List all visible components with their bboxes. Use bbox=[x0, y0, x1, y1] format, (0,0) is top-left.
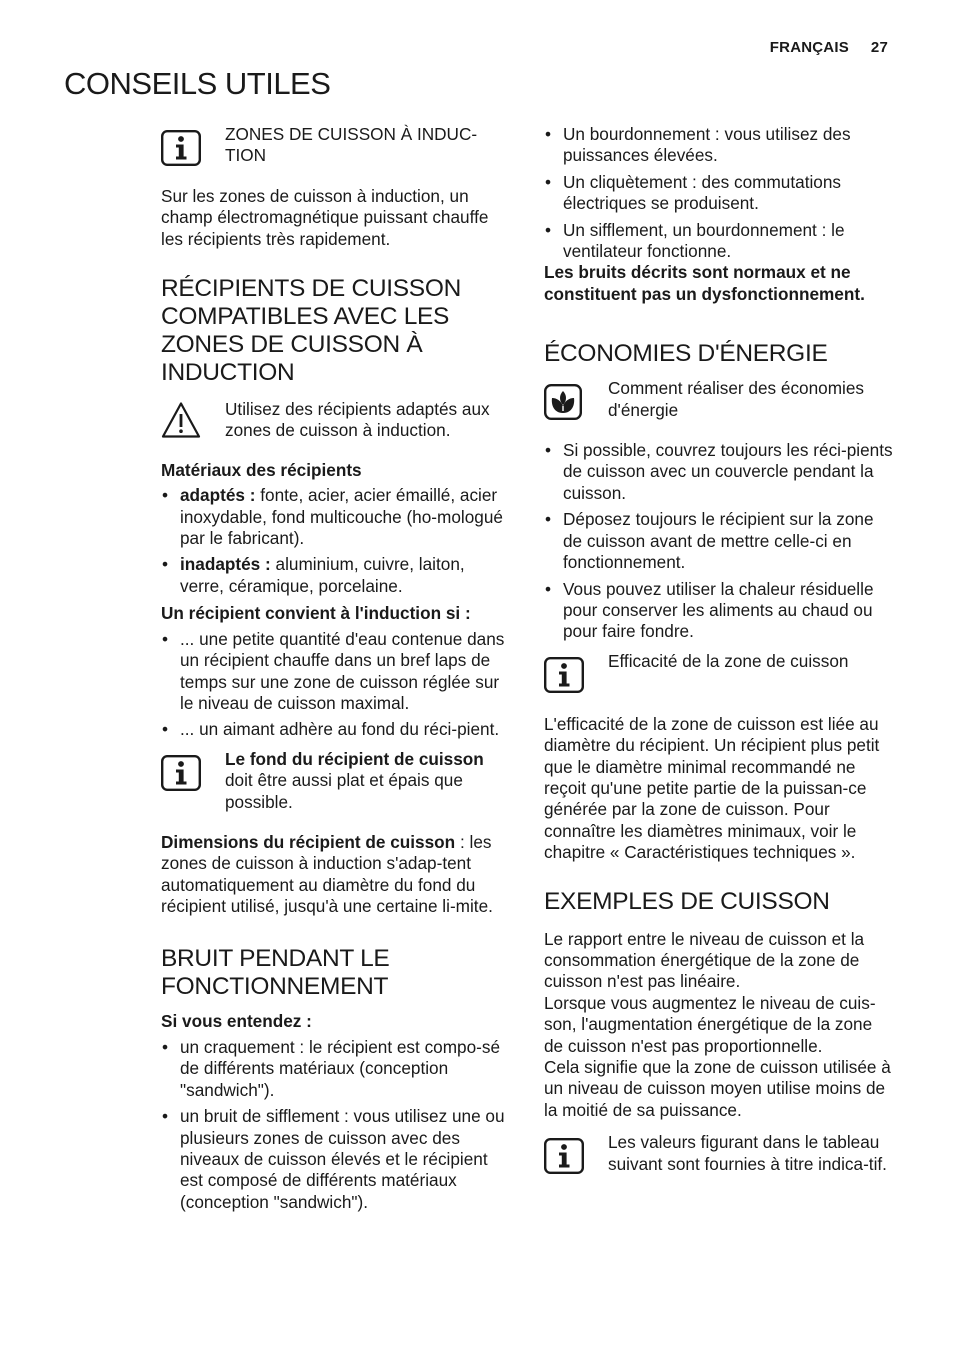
examples-paragraph-1: Le rapport entre le niveau de cuisson et la consommation énergétique de la zone de cuisson n'est pas linéaire. bbox=[544, 928, 865, 992]
section-heading-examples: EXEMPLES DE CUISSON bbox=[544, 887, 830, 915]
examples-paragraph-3: Cela signifie que la zone de cuisson utilisée à un niveau de cuisson moyen utilise moins de la moitié de sa puissance. bbox=[544, 1057, 891, 1120]
efficiency-note bbox=[544, 651, 896, 693]
list-item: • Un sifflement, un bourdonnement : le ventilateur fonctionne. bbox=[544, 220, 896, 263]
energy-tips-list bbox=[544, 440, 896, 643]
material-text: fonte, acier, acier émaillé, acier inoxydable, fond multicouche (ho-mologué par le fabricant). bbox=[180, 485, 503, 549]
materials-list bbox=[161, 485, 513, 597]
info-icon bbox=[161, 749, 225, 791]
right-column bbox=[544, 124, 896, 1175]
note-text: Les valeurs figurant dans le tableau suivant sont fournies à titre indica-tif. bbox=[608, 1132, 887, 1174]
list-item: • Un cliquètement : des commutations électriques se produisent. bbox=[544, 172, 896, 215]
warning-text: Utilisez des récipients adaptés aux zones de cuisson à induction. bbox=[225, 399, 490, 441]
note-pan-bottom bbox=[161, 749, 513, 813]
efficiency-paragraph: L'efficacité de la zone de cuisson est liée au diamètre du récipient. Un récipient plus petit que le diamètre minimal recommandé ne reçoit qu'une petite partie de la puissan-ce générée par la zone de cuisson. Pour connaître les diamètres minimaux, voir le chapitre « Caractéristiques techniques ». bbox=[544, 713, 880, 863]
list-item: • un bruit de sifflement : vous utilisez une ou plusieurs zones de cuisson avec des niveaux de cuisson élevés et le récipient est composé de différents matériaux (conception "sandwich"). bbox=[161, 1106, 513, 1213]
section-heading-energy: ÉCONOMIES D'ÉNERGIE bbox=[544, 340, 828, 368]
noise-list bbox=[161, 1037, 513, 1213]
warning-note bbox=[161, 399, 513, 442]
info-icon bbox=[544, 1132, 608, 1174]
section-heading-noise: BRUIT PENDANT LE FONCTIONNEMENT bbox=[161, 944, 390, 1000]
examples-paragraph-2: Lorsque vous augmentez le niveau de cuis-son, l'augmentation énergétique de la zone de cuisson n'est pas proportionnelle. bbox=[544, 992, 876, 1056]
page-title: CONSEILS UTILES bbox=[64, 66, 331, 101]
suitable-list bbox=[161, 629, 513, 741]
list-item: • ... une petite quantité d'eau contenue dans un récipient chauffe dans un bref laps de temps sur une zone de cuisson réglée sur le niveau de cuisson maximal. bbox=[161, 629, 513, 715]
note-text: Efficacité de la zone de cuisson bbox=[608, 650, 849, 671]
note-rest: doit être aussi plat et épais que possible. bbox=[225, 770, 463, 812]
materials-heading: Matériaux des récipients bbox=[161, 459, 362, 480]
list-item: • Vous pouvez utiliser la chaleur résiduelle pour conserver les aliments au chaud ou pour faire fondre. bbox=[544, 579, 896, 643]
suitable-heading: Un récipient convient à l'induction si : bbox=[161, 603, 471, 624]
list-item: • Un bourdonnement : vous utilisez des puissances élevées. bbox=[544, 124, 896, 167]
dimensions-text: : les zones de cuisson à induction s'adap-tent automatiquement au diamètre du fond du récipient utilisé, jusqu'à une certaine li-mite. bbox=[161, 831, 493, 917]
list-item: • Déposez toujours le récipient sur la zone de cuisson avant de mettre celle-ci en fonctionnement. bbox=[544, 509, 896, 573]
material-label: inadaptés : bbox=[180, 554, 271, 575]
note-text: ZONES DE CUISSON À INDUC-TION bbox=[225, 124, 478, 166]
hear-heading: Si vous entendez : bbox=[161, 1010, 312, 1031]
list-item: • Si possible, couvrez toujours les réci-pients de cuisson avec un couvercle pendant la cuisson. bbox=[544, 440, 896, 504]
info-icon bbox=[544, 651, 608, 693]
header-page-number: 27 bbox=[870, 39, 888, 56]
dimensions-label: Dimensions du récipient de cuisson bbox=[161, 831, 456, 852]
list-item: • ... un aimant adhère au fond du réci-pient. bbox=[161, 719, 513, 740]
dimensions-paragraph bbox=[161, 832, 513, 918]
material-label: adaptés : bbox=[180, 485, 256, 506]
page-header bbox=[748, 39, 888, 56]
material-text: aluminium, cuivre, laiton, verre, céramique, porcelaine. bbox=[180, 554, 465, 596]
note-text bbox=[225, 749, 513, 813]
noise-normal-note: Les bruits décrits sont normaux et ne constituent pas un dysfonctionnement. bbox=[544, 262, 865, 304]
list-item: • un craquement : le récipient est compo-sé de différents matériaux (conception "sandwich"). bbox=[161, 1037, 513, 1101]
noise-list-continued bbox=[544, 124, 896, 262]
left-column bbox=[161, 124, 513, 1218]
note-induction-zones bbox=[161, 124, 513, 167]
energy-note bbox=[544, 378, 896, 421]
eco-leaf-icon bbox=[544, 378, 608, 420]
warning-icon bbox=[161, 399, 225, 439]
note-text: Comment réaliser des économies d'énergie bbox=[608, 378, 865, 420]
table-values-note bbox=[544, 1132, 896, 1175]
note-bold: Le fond du récipient de cuisson bbox=[225, 748, 484, 769]
section-heading-recipients: RÉCIPIENTS DE CUISSON COMPATIBLES AVEC LES ZONES DE CUISSON À INDUCTION bbox=[161, 275, 461, 387]
header-language: FRANÇAIS bbox=[769, 39, 849, 56]
intro-paragraph: Sur les zones de cuisson à induction, un champ électromagnétique puissant chauffe les récipients très rapidement. bbox=[161, 185, 489, 249]
list-item bbox=[161, 554, 513, 597]
info-icon bbox=[161, 124, 225, 166]
list-item bbox=[161, 485, 513, 549]
